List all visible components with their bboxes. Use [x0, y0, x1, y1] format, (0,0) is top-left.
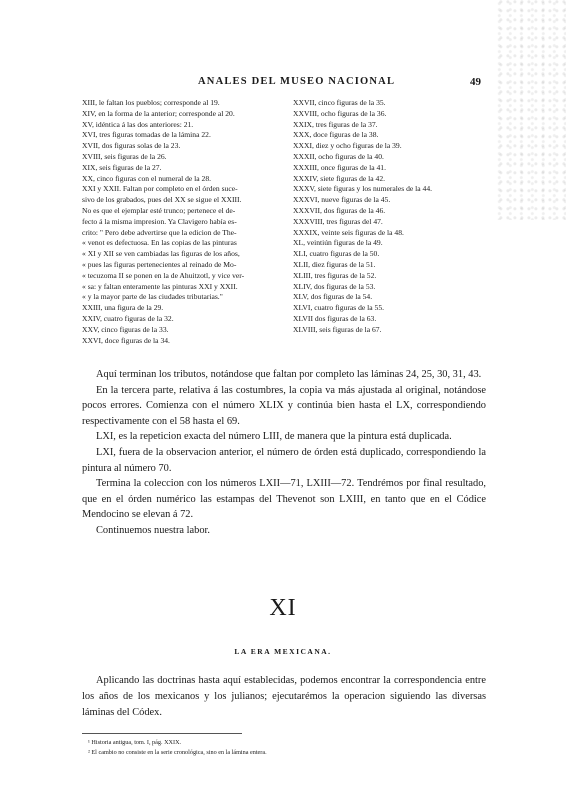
list-item: XVII, dos figuras solas de la 23. — [82, 141, 181, 151]
list-item: XXVI, doce figuras de la 34. — [82, 335, 170, 345]
list-item: sivo de los grabados, pues del XX se sigue el XXIII. — [82, 195, 242, 205]
list-item: « y la mayor parte de las ciudades tributarias." — [82, 292, 223, 302]
paragraph: Continuemos nuestra labor. — [96, 524, 210, 536]
right-column-list — [293, 98, 483, 336]
list-item: XXXII, ocho figuras de la 40. — [293, 151, 384, 161]
list-item: « pues las figuras pertenecientes al reinado de Mo- — [82, 259, 237, 269]
list-item: « tecuzoma II se ponen en la de Ahuitzotl, y vice ver- — [82, 270, 245, 280]
list-item: XXXVI, nueve figuras de la 45. — [293, 195, 391, 205]
paragraph: En la tercera parte, relativa á las costumbres, la copia va más ajustada al original, notándose pocos errores. Comienza con el número XLIX y continúa bien hasta el LX, correspondiendo respectivamente con el 58 hasta el 69. — [82, 384, 486, 427]
footnote-divider — [82, 733, 242, 734]
list-item: XLIV, dos figuras de la 53. — [293, 281, 376, 291]
list-item: XLVI, cuatro figuras de la 55. — [293, 303, 385, 313]
list-item: XXVII, cinco figuras de la 35. — [293, 98, 386, 107]
list-item: XXXVII, dos figuras de la 46. — [293, 205, 386, 215]
list-item: XXX, doce figuras de la 38. — [293, 130, 379, 140]
list-item: XVIII, seis figuras de la 26. — [82, 151, 167, 161]
list-item: XX, cinco figuras con el numeral de la 28. — [82, 173, 212, 183]
list-item: crito: " Pero debe advertirse que la edicion de The- — [82, 227, 237, 237]
footnote: ² El cambio no consiste en la serie cronológica, sino en la lámina entera. — [88, 748, 267, 756]
list-item: No es que el ejemplar esté trunco; pertenece el de- — [82, 205, 236, 215]
list-item: XLI, cuatro figuras de la 50. — [293, 249, 380, 259]
list-item: XXXIV, siete figuras de la 42. — [293, 173, 386, 183]
list-item: « venot es defectuosa. En las copias de las pinturas — [82, 238, 237, 248]
list-item: XXXIII, once figuras de la 41. — [293, 162, 386, 172]
section-body — [82, 673, 486, 721]
paragraph: Aplicando las doctrinas hasta aquí establecidas, podemos encontrar la correspondencia entre los años de los mexicanos y los julianos; ejecutarémos la operacion siguiendo las diversas láminas del Códex. — [82, 675, 486, 718]
list-item: XXI y XXII. Faltan por completo en el órden suce- — [82, 184, 238, 194]
paragraph: LXI, es la repeticion exacta del número LIII, de manera que la pintura está duplicada. — [96, 431, 452, 443]
list-item: XLIII, tres figuras de la 52. — [293, 270, 377, 280]
footnotes — [88, 738, 488, 757]
footnote: ¹ Historia antigua, tom. I, pág. XXIX. — [88, 739, 182, 746]
list-item: XXIV, cuatro figuras de la 32. — [82, 313, 174, 323]
list-item: XXXIX, veinte seis figuras de la 48. — [293, 227, 404, 237]
list-item: XXXI, diez y ocho figuras de la 39. — [293, 141, 402, 151]
body-text — [82, 367, 486, 539]
paragraph: LXI, fuera de la observacion anterior, el número de órden está duplicado, correspondiendo la pintura al número 70. — [82, 446, 486, 474]
page-number: 49 — [470, 76, 481, 88]
list-item: XXVIII, ocho figuras de la 36. — [293, 108, 387, 118]
list-item: « sa: y faltan enteramente las pinturas XXI y XXII. — [82, 281, 238, 291]
list-item: XV, idéntica á las dos anteriores: 21. — [82, 119, 194, 129]
list-item: XLII, diez figuras de la 51. — [293, 259, 376, 269]
list-item: « XI y XII se ven cambiadas las figuras de los años, — [82, 249, 240, 259]
list-item: XXIII, una figura de la 29. — [82, 303, 164, 313]
list-item: XXXV, siete figuras y los numerales de la 44. — [293, 184, 433, 194]
list-item: XIX, seis figuras de la 27. — [82, 162, 162, 172]
scan-noise — [496, 0, 566, 220]
list-item: XIII, le faltan los pueblos; corresponde al 19. — [82, 98, 220, 107]
list-item: XLV, dos figuras de la 54. — [293, 292, 373, 302]
paragraph: Termina la coleccion con los números LXII—71, LXIII—72. Tendrémos por final resultado, que en el órden numérico las estampas del Thevenot son LXIII, en tanto que en el Códice Mendocino se elevan á 72. — [82, 478, 486, 521]
list-item: XLVIII, seis figuras de la 67. — [293, 324, 382, 334]
list-item: XXV, cinco figuras de la 33. — [82, 324, 169, 334]
list-item: XLVII dos figuras de la 63. — [293, 313, 377, 323]
list-item: XVI, tres figuras tomadas de la lámina 22. — [82, 130, 211, 140]
list-item: XXXVIII, tres figuras del 47. — [293, 216, 383, 226]
running-header: ANALES DEL MUSEO NACIONAL — [198, 76, 396, 87]
paragraph: Aquí terminan los tributos, notándose que faltan por completo las láminas 24, 25, 30, 31, 43. — [96, 369, 482, 380]
list-item: XXIX, tres figuras de la 37. — [293, 119, 378, 129]
section-title: LA ERA MEXICANA. — [234, 647, 332, 656]
list-item: XIV, en la forma de la anterior; corresponde al 20. — [82, 108, 235, 118]
left-column-list — [82, 98, 288, 346]
section-number: XI — [269, 595, 297, 621]
list-item: fecto á la misma impresion. Ya Clavigero había es- — [82, 216, 237, 226]
list-item: XL, veintiún figuras de la 49. — [293, 238, 383, 248]
